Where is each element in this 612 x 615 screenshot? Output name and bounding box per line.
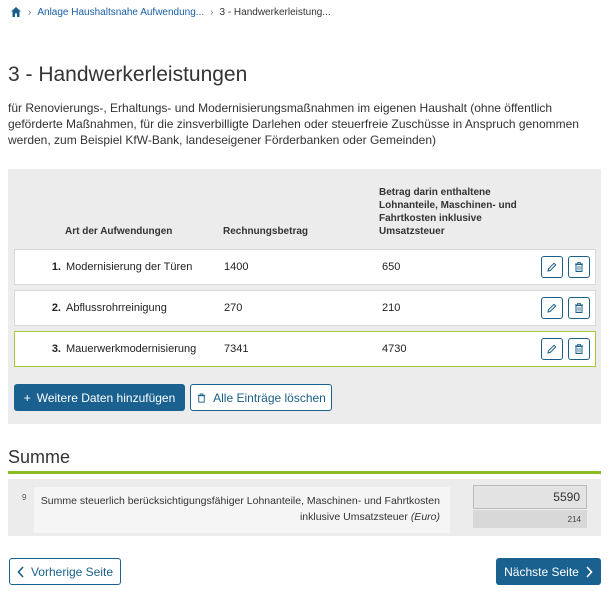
summe-value-field: 5590 xyxy=(473,485,587,509)
next-page-label: Nächste Seite xyxy=(504,564,579,579)
summe-label-unit: (Euro) xyxy=(410,511,440,523)
row-rechnungsbetrag: 1400 xyxy=(224,261,249,273)
pencil-icon xyxy=(546,261,558,273)
breadcrumb-link-anlage[interactable]: Anlage Haushaltsnahe Aufwendung... xyxy=(37,6,205,18)
delete-all-button[interactable] xyxy=(190,384,332,411)
trash-icon xyxy=(573,261,585,273)
row-art: Mauerwerkmodernisierung xyxy=(66,343,197,355)
header-art: Art der Aufwendungen xyxy=(65,226,173,237)
edit-button[interactable] xyxy=(541,338,563,360)
pencil-icon xyxy=(546,343,558,355)
trash-icon xyxy=(573,302,585,314)
summe-divider xyxy=(8,471,601,474)
table-row xyxy=(14,290,596,326)
header-lohnanteile: Betrag darin enthaltene Lohnanteile, Maschinen- und Fahrtkosten inklusive Umsatzsteuer xyxy=(379,187,517,237)
edit-button[interactable] xyxy=(541,297,563,319)
table-row xyxy=(14,249,596,285)
row-number: 3. xyxy=(51,343,61,355)
next-page-button[interactable] xyxy=(496,558,601,585)
summe-panel xyxy=(8,479,601,536)
line-number: 9 xyxy=(22,493,27,502)
previous-page-button[interactable] xyxy=(9,558,121,585)
chevron-left-icon xyxy=(17,566,25,578)
chevron-right-icon xyxy=(585,566,593,578)
chevron-right-icon: › xyxy=(210,6,214,18)
row-art: Modernisierung der Türen xyxy=(66,261,193,273)
table-row xyxy=(14,331,596,367)
row-art: Abflussrohrreinigung xyxy=(66,302,167,314)
summe-sub-value: 214 xyxy=(473,510,587,528)
entries-panel xyxy=(8,169,601,424)
row-lohnanteile: 650 xyxy=(382,261,401,273)
breadcrumb xyxy=(10,5,331,19)
header-rechnungsbetrag: Rechnungsbetrag xyxy=(223,226,309,237)
breadcrumb-current: 3 - Handwerkerleistung... xyxy=(219,6,331,18)
page-title: 3 - Handwerkerleistungen xyxy=(8,63,248,86)
row-number: 1. xyxy=(51,261,61,273)
edit-button[interactable] xyxy=(541,256,563,278)
summe-heading: Summe xyxy=(8,447,71,467)
add-data-label: Weitere Daten hinzufügen xyxy=(36,390,176,405)
delete-button[interactable] xyxy=(568,256,590,278)
table-header xyxy=(8,169,601,244)
trash-icon xyxy=(196,392,207,404)
page-subtitle: für Renovierungs-, Erhaltungs- und Modernisierungsmaßnahmen im eigenen Haushalt (ohne öffentlich geförderte Maßnahmen, für die zinsverbilligte Darlehen oder steuerfreie Zuschüsse in Anspruch genommen werden, zum Beispiel KfW-Bank, landeseigener Förderbanken oder Gemeinden) xyxy=(8,101,579,147)
plus-icon: + xyxy=(23,390,31,405)
trash-icon xyxy=(573,343,585,355)
delete-button[interactable] xyxy=(568,297,590,319)
summe-label xyxy=(34,487,450,533)
summe-label-text: Summe steuerlich berücksichtigungsfähiger Lohnanteile, Maschinen- und Fahrtkosten inklusive Umsatzsteuer xyxy=(40,495,440,523)
row-lohnanteile: 210 xyxy=(382,302,401,314)
home-icon[interactable] xyxy=(10,6,22,18)
previous-page-label: Vorherige Seite xyxy=(30,564,114,579)
row-number: 2. xyxy=(51,302,61,314)
row-lohnanteile: 4730 xyxy=(382,343,407,355)
chevron-right-icon: › xyxy=(28,6,32,18)
row-rechnungsbetrag: 270 xyxy=(224,302,243,314)
add-data-button[interactable] xyxy=(14,384,185,411)
pencil-icon xyxy=(546,302,558,314)
delete-all-label: Alle Einträge löschen xyxy=(213,390,326,405)
delete-button[interactable] xyxy=(568,338,590,360)
row-rechnungsbetrag: 7341 xyxy=(224,343,249,355)
